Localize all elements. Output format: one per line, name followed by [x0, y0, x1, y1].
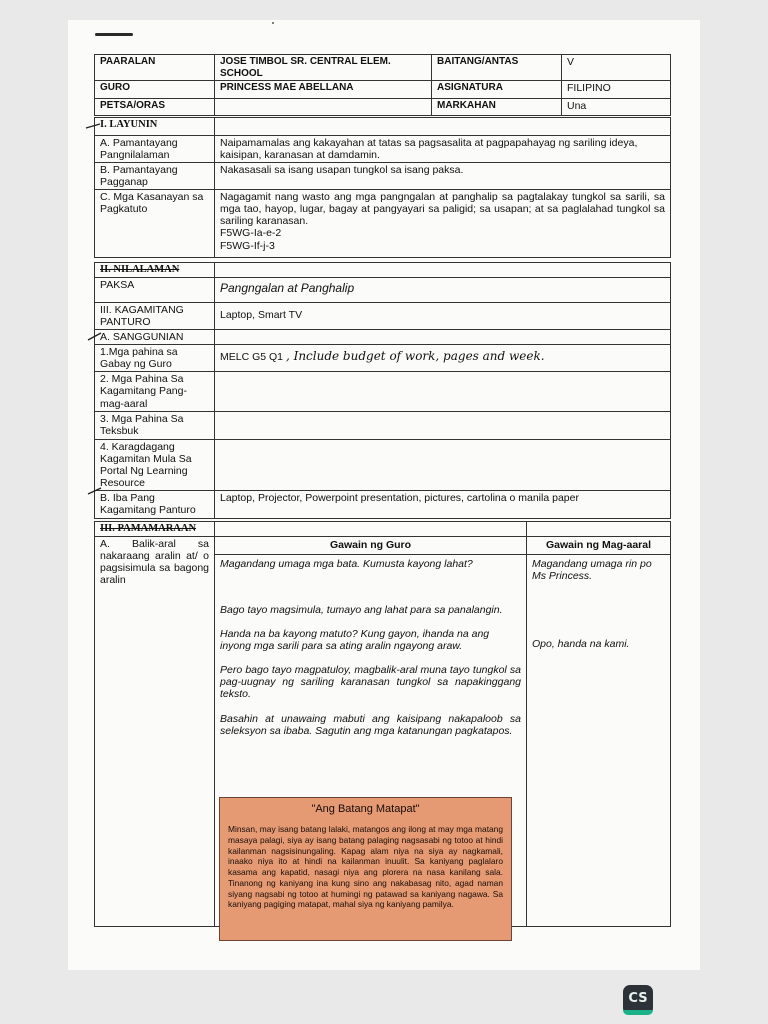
mag-aaral-line-2: Opo, handa na kami.: [532, 638, 630, 651]
code-1: F5WG-Ia-e-2: [220, 227, 282, 240]
kasanayan-cell: [215, 190, 671, 258]
sanggunian-label: A. SANGGUNIAN: [95, 330, 215, 345]
pamamaraan-title: III. PAMAMARAAN: [95, 522, 215, 537]
story-title: "Ang Batang Matapat": [311, 803, 420, 815]
kagamitan-value: Laptop, Smart TV: [215, 303, 671, 330]
mag-aaral-line-1: Magandang umaga rin po Ms Princess.: [532, 558, 652, 583]
gabay-guro-value: MELC G5 Q1: [220, 351, 284, 364]
guro-line-4: Pero bago tayo magpatuloy, magbalik-aral muna tayo tungkol sa pag-uugnay ng sariling karanasan tungkol sa napakinggang teksto.: [220, 664, 521, 701]
paksa-label: PAKSA: [95, 278, 215, 303]
balik-aral-label: A. Balik-aral sa nakaraang aralin at/ o pagsisimula sa bagong aralin: [95, 537, 215, 927]
layunin-title: I. LAYUNIN: [95, 118, 215, 136]
nilalaman-table: [94, 262, 671, 519]
camscanner-logo: [623, 985, 653, 1015]
guro-value: PRINCESS MAE ABELLANA: [215, 81, 432, 99]
asignatura-label: ASIGNATURA: [432, 81, 562, 99]
pamantayang-pangnilalaman-label: A. Pamantayang Pangnilalaman: [95, 136, 215, 163]
gawain-mag-aaral-header: Gawain ng Mag-aaral: [527, 537, 671, 555]
kagamitan-label: III. KAGAMITANG PANTURO: [95, 303, 215, 330]
kasanayan-label: C. Mga Kasanayan sa Pagkatuto: [95, 190, 215, 258]
petsa-label: PETSA/ORAS: [95, 99, 215, 116]
guro-line-5: Basahin at unawaing mabuti ang kaisipang nakapaloob sa seleksyon sa ibaba. Sagutin ang mga katanungan pagkatapos.: [220, 712, 521, 737]
iba-pang-kagamitan-value: Laptop, Projector, Powerpoint presentation, pictures, cartolina o manila paper: [215, 490, 671, 518]
kasanayan-value: Nagagamit nang wasto ang mga pangngalan at panghalip sa pagtalakay tungkol sa sarili, sa mga tao, hayop, lugar, bagay at pangyayari sa paligid; sa usapan; at sa paglalahad tungkol sa sariling karanasan.: [220, 191, 665, 228]
guro-line-3: Handa na ba kayong matuto? Kung gayon, ihanda na ang inyong mga sarili para sa ating aralin ngayong araw.: [220, 628, 490, 653]
story-box: [219, 797, 512, 941]
header-table: [94, 54, 671, 116]
logo-text: CS: [628, 990, 648, 1006]
gawain-mag-aaral-cell: [527, 555, 671, 927]
handwritten-note: , Include budget of work, pages and week.: [285, 349, 545, 364]
pamantayang-pagganap-label: B. Pamantayang Pagganap: [95, 163, 215, 190]
layunin-table: [94, 117, 671, 258]
pen-mark: [95, 33, 133, 36]
pamantayang-pagganap-value: Nakasasali sa isang usapan tungkol sa isang paksa.: [215, 163, 671, 190]
guro-label: GURO: [95, 81, 215, 99]
gabay-guro-label: 1.Mga pahina sa Gabay ng Guro: [95, 345, 215, 372]
markahan-label: MARKAHAN: [432, 99, 562, 116]
paaralan-label: PAARALAN: [95, 55, 215, 81]
asignatura-value: FILIPINO: [562, 81, 671, 99]
gawain-guro-header: Gawain ng Guro: [215, 537, 527, 555]
baitang-value: V: [562, 55, 671, 81]
petsa-value: [215, 99, 432, 116]
story-text: Minsan, may isang batang lalaki, matangos ang ilong at may mga matang masaya palagi, siya ay isang batang palaging nagsasabi ng totoo at hindi kailanman nagsisinungaling. Kapag alam niya na siya ay nagkamali, inaako niya ito at hindi na kailanman inuulit. Sa kaniyang paglalaro kasama ang kapatid, nasagi niya ang plorera na nasa kanilang sala. Tinanong ng kaniyang ina kung sino ang nakabasag nito, agad naman siyang nagsabi ng totoo at humingi ng patawad sa kaniyang nagawa. Sa kaniyang pagiging matapat, mahal siya ng kaniyang pamilya.: [228, 824, 503, 910]
gabay-guro-cell: [215, 345, 671, 372]
code-2: F5WG-If-j-3: [220, 239, 275, 252]
kagamitang-pang-mag-aaral-label: 2. Mga Pahina Sa Kagamitang Pang-mag-aaral: [95, 372, 215, 411]
paaralan-value: JOSE TIMBOL SR. CENTRAL ELEM. SCHOOL: [215, 55, 432, 81]
nilalaman-title: II. NILALAMAN: [95, 263, 215, 278]
baitang-label: BAITANG/ANTAS: [432, 55, 562, 81]
iba-pang-kagamitan-label: B. Iba Pang Kagamitang Panturo: [95, 490, 215, 518]
karagdagang-kagamitan-label: 4. Karagdagang Kagamitan Mula Sa Portal Ng Learning Resource: [95, 439, 215, 490]
pamantayang-pangnilalaman-value: Naipamamalas ang kakayahan at tatas sa pagsasalita at pagpapahayag ng sariling ideya, kaisipan, karanasan at damdamin.: [215, 136, 671, 163]
guro-line-1: Magandang umaga mga bata. Kumusta kayong lahat?: [220, 558, 473, 571]
markahan-value: Una: [562, 99, 671, 116]
guro-line-2: Bago tayo magsimula, tumayo ang lahat para sa panalangin.: [220, 604, 503, 617]
paksa-value: Pangngalan at Panghalip: [215, 278, 671, 303]
speck: [272, 22, 274, 24]
teksbuk-label: 3. Mga Pahina Sa Teksbuk: [95, 411, 215, 439]
